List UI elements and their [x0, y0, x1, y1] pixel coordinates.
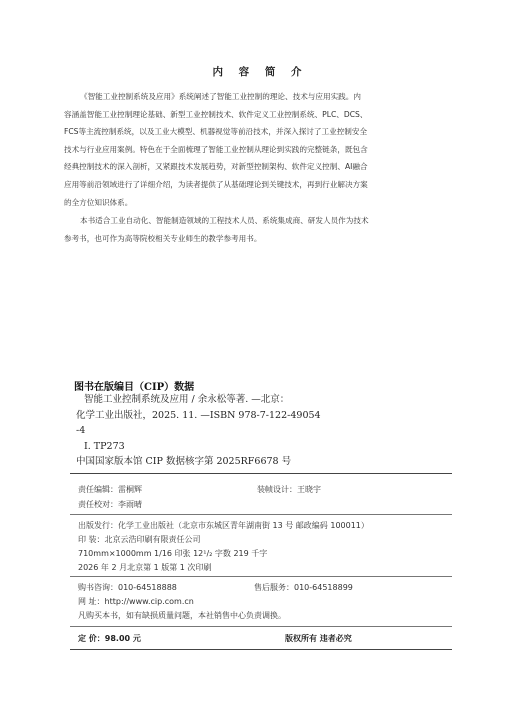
divider [70, 514, 452, 515]
summary-line: 《智能工业控制系统及应用》系统阐述了智能工业控制的理论、技术与应用实践。内 [80, 92, 361, 101]
printer-info: 印 装：北京云浩印刷有限责任公司 [78, 535, 201, 544]
divider [70, 626, 452, 627]
format-info: 710mm×1000mm 1/16 印张 12¹/₂ 字数 219 千字 [78, 549, 268, 558]
cip-line: -4 [76, 425, 86, 436]
website: 网 址：http://www.cip.com.cn [78, 597, 194, 606]
responsible-editor: 责任编辑：雷桐辉 [78, 485, 142, 494]
divider [70, 576, 452, 577]
summary-paragraph-2 [64, 212, 450, 247]
summary-line: 经典控制技术的深入剖析，又紧跟技术发展趋势，对新型控制架构、软件定义控制、AI融合 [64, 162, 368, 172]
publisher-info: 出版发行：化学工业出版社（北京市东城区青年湖南街 13 号 邮政编码 100011） [78, 521, 369, 530]
cip-heading: 图书在版编目（CIP）数据 [74, 382, 195, 393]
after-sales-hotline: 售后服务：010-64518899 [254, 583, 353, 592]
cip-record [76, 392, 321, 470]
summary-line: 应用等前沿领域进行了详细介绍，为读者提供了从基础理论到关键技术，再到行业解决方案 [64, 179, 368, 189]
price: 定 价：98.00 元 [78, 634, 141, 643]
proofreader: 责任校对：李雨晴 [78, 500, 142, 509]
edition-info: 2026 年 2 月北京第 1 版第 1 次印刷 [78, 563, 212, 572]
replacement-notice: 凡购买本书，如有缺损质量问题，本社销售中心负责调换。 [78, 611, 286, 620]
summary-line: 技术与行业应用案例。特色在于全面梳理了智能工业控制从理论到实践的完整链条，既包含 [64, 144, 368, 154]
summary-line: 的全方位知识体系。 [64, 197, 133, 207]
cip-line: 智能工业控制系统及应用 / 余永松等著. —北京： [84, 394, 290, 405]
divider [70, 473, 452, 474]
divider [70, 649, 452, 650]
cip-line: 中国国家版本馆 CIP 数据核字第 2025RF6678 号 [76, 456, 292, 467]
cip-line: Ⅰ. TP273 [84, 440, 125, 452]
summary-paragraph-1 [64, 88, 450, 211]
summary-line: 容涵盖智能工业控制理论基础、新型工业控制技术、软件定义工业控制系统、PLC、DCS、 [64, 109, 368, 119]
copyright-notice: 版权所有 违者必究 [285, 634, 352, 643]
cover-designer: 装帧设计：王晓宇 [257, 485, 321, 494]
summary-title: 内 容 简 介 [212, 66, 308, 78]
cip-line: 化学工业出版社，2025. 11. —ISBN 978-7-122-49054 [76, 409, 321, 421]
summary-line: 本书适合工业自动化、智能制造领域的工程技术人员、系统集成商、研发人员作为技术 [80, 216, 369, 225]
summary-line: FCS等主流控制系统，以及工业大模型、机器视觉等前沿技术，并深入探讨了工业控制安全 [64, 127, 368, 137]
purchase-hotline: 购书咨询：010-64518888 [78, 583, 177, 592]
summary-line: 参考书，也可作为高等院校相关专业师生的教学参考用书。 [64, 233, 262, 243]
